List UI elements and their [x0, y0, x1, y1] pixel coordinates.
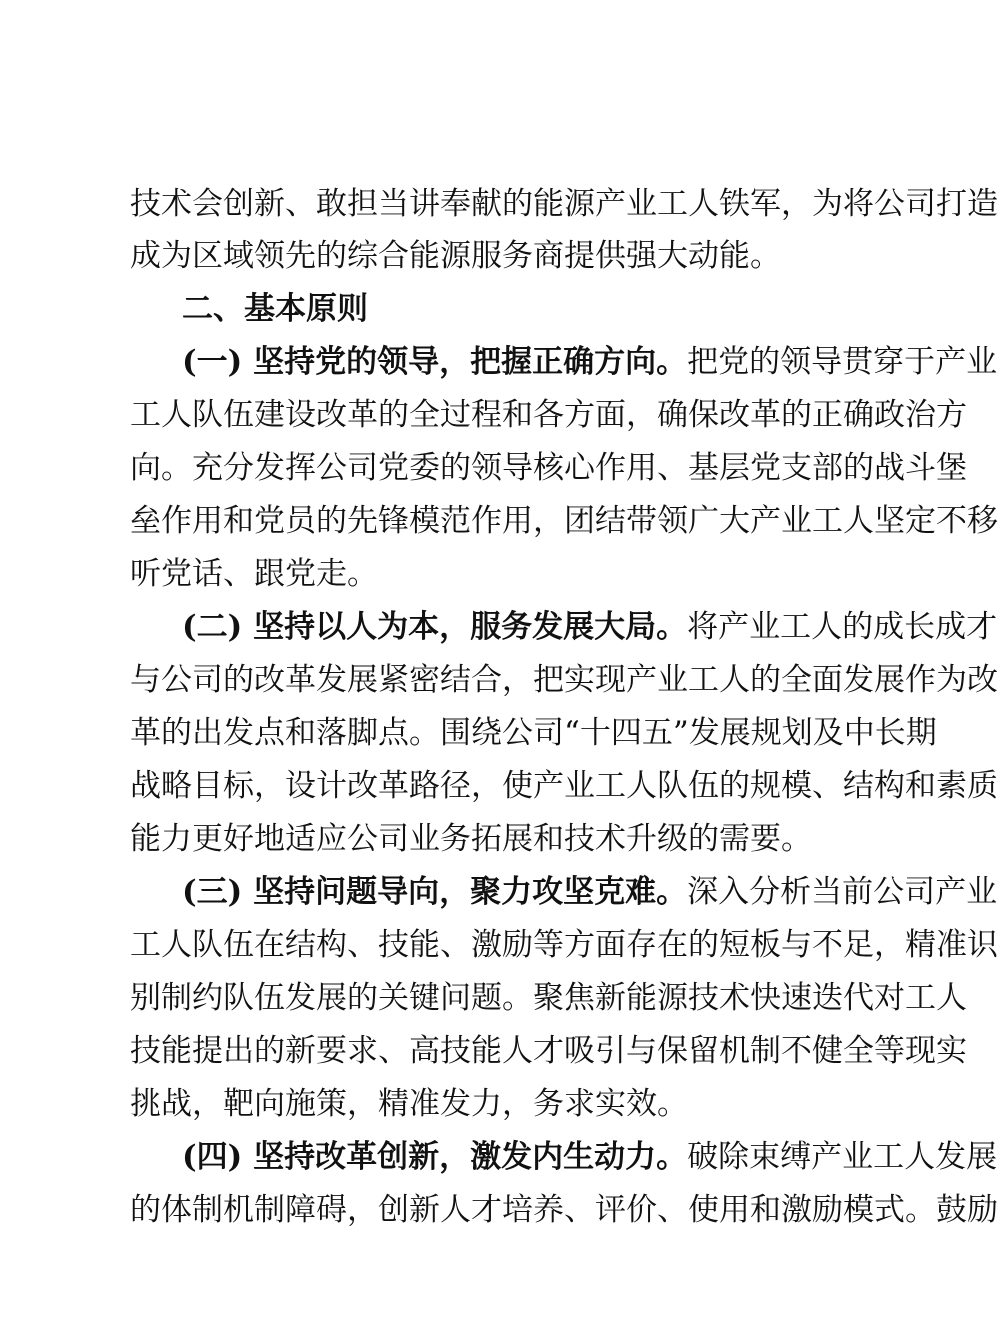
principle-1-first-line [182, 340, 998, 384]
principle-4-first-line [182, 1135, 998, 1179]
principle-1-first-rest: 把党的领导贯穿于产业 [687, 344, 998, 380]
principle-4-lead: (四) 坚持改革创新，激发内生动力。 [182, 1139, 688, 1175]
principle-1-line-2: 工人队伍建设改革的全过程和各方面，确保改革的正确政治方 [130, 397, 967, 433]
principle-3-lead: (三) 坚持问题导向，聚力攻坚克难。 [182, 874, 688, 910]
section-heading: 二、基本原则 [182, 291, 368, 327]
principle-1-line-5: 听党话、跟党走。 [130, 556, 378, 592]
principle-4-line-2: 的体制机制障碍，创新人才培养、评价、使用和激励模式。鼓励 [130, 1192, 998, 1228]
principle-3-line-3: 别制约队伍发展的关键问题。聚焦新能源技术快速迭代对工人 [130, 980, 967, 1016]
intro-line-1: 技术会创新、敢担当讲奉献的能源产业工人铁军，为将公司打造 [130, 186, 998, 222]
principle-2-line-4: 战略目标，设计改革路径，使产业工人队伍的规模、结构和素质 [130, 768, 998, 804]
principle-2-line-3: 革的出发点和落脚点。围绕公司“十四五”发展规划及中长期 [130, 715, 937, 751]
principle-2-lead: (二) 坚持以人为本，服务发展大局。 [182, 609, 688, 645]
principle-3-line-5: 挑战，靶向施策，精准发力，务求实效。 [130, 1086, 688, 1122]
principle-2-first-rest: 将产业工人的成长成才 [687, 609, 998, 645]
principle-1-line-4: 垒作用和党员的先锋模范作用，团结带领广大产业工人坚定不移 [130, 503, 998, 539]
principle-3-first-line [182, 870, 998, 914]
principle-2-line-2: 与公司的改革发展紧密结合，把实现产业工人的全面发展作为改 [130, 662, 998, 698]
intro-line-2: 成为区域领先的综合能源服务商提供强大动能。 [130, 238, 781, 274]
principle-3-line-4: 技能提出的新要求、高技能人才吸引与保留机制不健全等现实 [130, 1033, 967, 1069]
principle-4-first-rest: 破除束缚产业工人发展 [687, 1139, 998, 1175]
principle-3-line-2: 工人队伍在结构、技能、激励等方面存在的短板与不足，精准识 [130, 927, 998, 963]
principle-3-first-rest: 深入分析当前公司产业 [687, 874, 998, 910]
principle-1-lead: (一) 坚持党的领导，把握正确方向。 [182, 344, 688, 380]
principle-2-line-5: 能力更好地适应公司业务拓展和技术升级的需要。 [130, 821, 812, 857]
principle-1-line-3: 向。充分发挥公司党委的领导核心作用、基层党支部的战斗堡 [130, 450, 967, 486]
principle-2-first-line [182, 605, 998, 649]
